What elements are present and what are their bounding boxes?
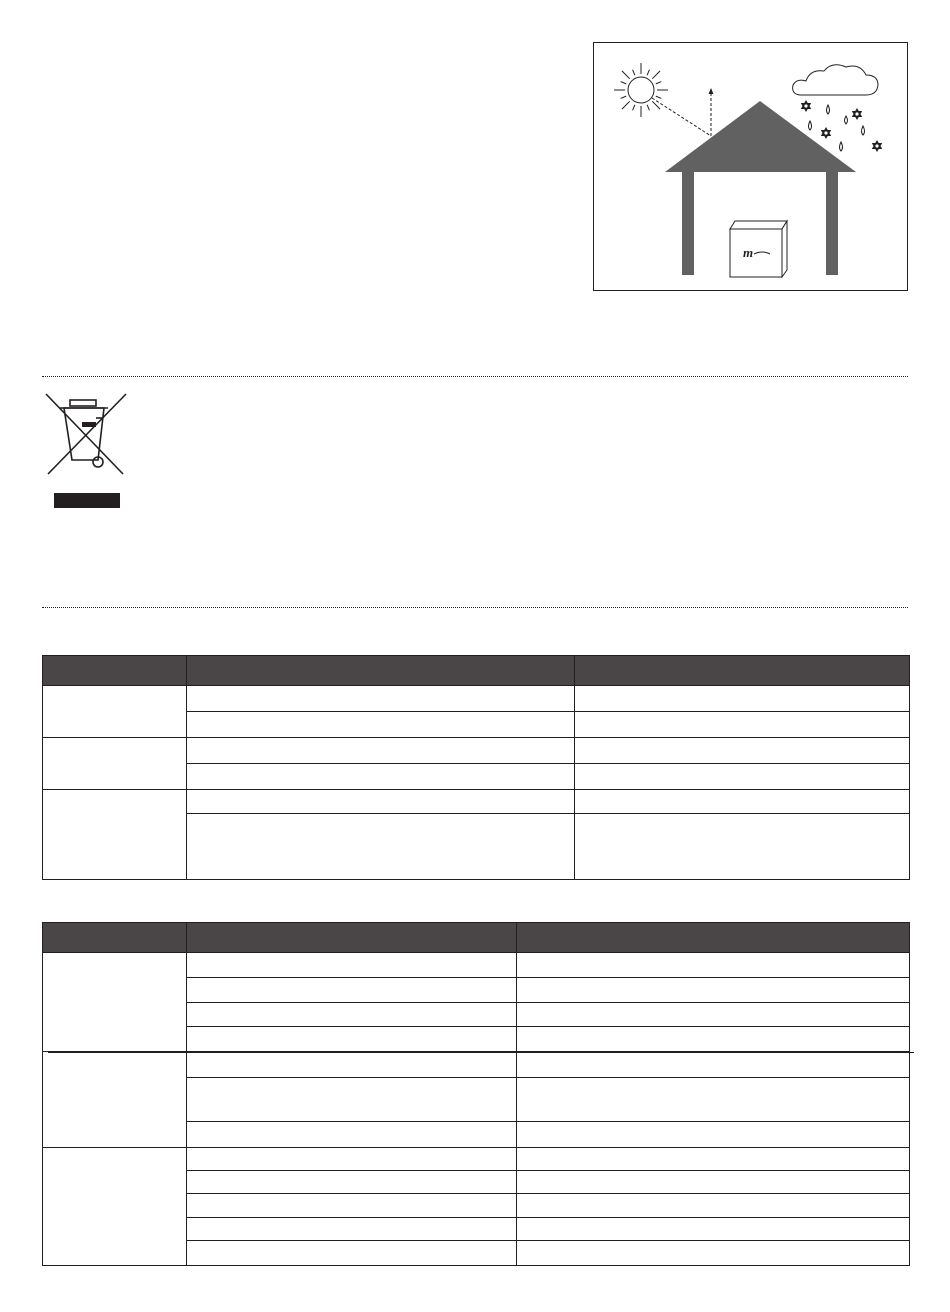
sun-ray xyxy=(652,101,660,109)
table-cell xyxy=(187,1241,517,1266)
table-group-label xyxy=(43,738,187,790)
section-divider xyxy=(42,376,908,377)
table-cell xyxy=(517,1027,910,1052)
table-cell xyxy=(187,1194,517,1218)
table-cell xyxy=(187,712,575,738)
snowflake-icon xyxy=(801,100,811,112)
product-unit-icon xyxy=(730,221,787,277)
table-cell xyxy=(575,790,910,814)
table-cell xyxy=(187,764,575,790)
table-row xyxy=(43,790,910,814)
table-cell xyxy=(517,978,910,1003)
sun-ray xyxy=(621,96,627,98)
table-header-cell xyxy=(575,656,910,686)
table-cell xyxy=(517,1003,910,1027)
table-cell xyxy=(517,1052,910,1078)
table-cell xyxy=(575,712,910,738)
table-cell xyxy=(517,1078,910,1122)
sun-ray xyxy=(647,70,649,76)
sun-ray xyxy=(622,101,630,109)
table-cell xyxy=(517,1122,910,1148)
table-cell xyxy=(187,1052,517,1078)
sun-ray xyxy=(647,105,649,111)
table-cell xyxy=(517,953,910,978)
table-group-label xyxy=(43,790,187,880)
specification-table-2 xyxy=(42,922,910,1266)
sun-ray xyxy=(652,71,660,79)
table-cell xyxy=(575,738,910,764)
installation-illustration xyxy=(593,42,908,291)
table-header-cell xyxy=(43,656,187,686)
sun-ray xyxy=(633,70,635,76)
table-row xyxy=(43,1052,910,1078)
table-cell xyxy=(187,790,575,814)
table-cell xyxy=(575,686,910,712)
table-cell xyxy=(187,1148,517,1171)
table-header-cell xyxy=(187,656,575,686)
sun-ray-arrow-icon xyxy=(652,88,714,136)
table-cell xyxy=(187,978,517,1003)
table-cell xyxy=(187,1171,517,1194)
table-header-cell xyxy=(187,923,517,953)
snowflake-icon xyxy=(852,108,862,120)
sun-ray xyxy=(633,105,635,111)
table-group-label xyxy=(43,1052,187,1148)
sun-ray xyxy=(622,71,630,79)
table-group-label xyxy=(43,953,187,1052)
table-cell xyxy=(187,686,575,712)
brand-logo: m xyxy=(743,245,754,260)
table-cell xyxy=(517,1148,910,1171)
sun-ray xyxy=(656,96,662,98)
table-cell xyxy=(187,1027,517,1052)
table-cell xyxy=(575,764,910,790)
table-group-label xyxy=(43,686,187,738)
table-group-label xyxy=(43,1148,187,1266)
table-cell xyxy=(517,1241,910,1266)
table-row xyxy=(43,738,910,764)
table-row xyxy=(43,686,910,712)
sun-ray xyxy=(656,82,662,84)
sun-ray xyxy=(621,82,627,84)
table-row xyxy=(43,953,910,978)
table-header-row xyxy=(43,656,910,686)
sun-icon xyxy=(614,63,668,117)
table-cell xyxy=(517,1218,910,1241)
table-cell xyxy=(517,1171,910,1194)
table-cell xyxy=(187,1218,517,1241)
crossed-out-wheelie-bin-icon xyxy=(40,390,132,512)
table-header-cell xyxy=(517,923,910,953)
table-cell xyxy=(187,1003,517,1027)
rule-line xyxy=(48,1052,914,1053)
section-divider xyxy=(42,607,908,608)
table-row xyxy=(43,1148,910,1171)
table-cell xyxy=(187,814,575,880)
specification-table-1 xyxy=(42,655,910,880)
table-cell xyxy=(187,738,575,764)
table-cell xyxy=(187,1122,517,1148)
table-cell xyxy=(187,1078,517,1122)
table-header-cell xyxy=(43,923,187,953)
table-cell xyxy=(517,1194,910,1218)
table-cell xyxy=(575,814,910,880)
table-cell xyxy=(187,953,517,978)
cloud-icon xyxy=(793,65,878,95)
snowflake-icon xyxy=(821,127,831,139)
weee-disposal-symbol xyxy=(40,390,132,512)
table-header-row xyxy=(43,923,910,953)
snowflake-icon xyxy=(872,140,882,152)
